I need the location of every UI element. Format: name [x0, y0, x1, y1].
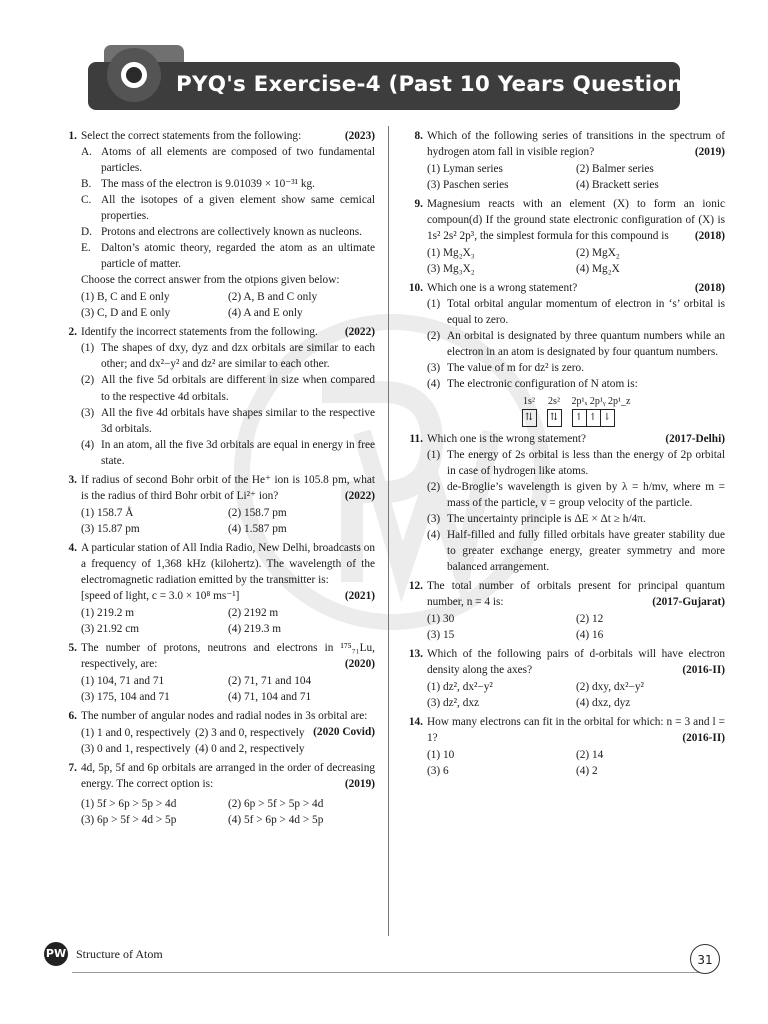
question-number: 9.	[414, 198, 423, 211]
question-11	[403, 431, 725, 577]
option-text[interactable]: The shapes of dxy, dyz and dzx orbitals are similar to each other; and dx²−y² and dz² are similar to each other.	[101, 342, 375, 371]
question-text: Which of the following series of transitions in the spectrum of hydrogen atom fall in visible region?	[427, 130, 725, 159]
question-year: (2019)	[694, 146, 725, 159]
option-text[interactable]: The uncertainty principle is ΔE × Δt ≥ h/4π.	[447, 512, 646, 525]
pw-logo-icon: PW	[44, 942, 68, 966]
answer-option[interactable]: (1) dz², dx²−y²	[427, 681, 493, 694]
question-14	[403, 714, 725, 781]
question-text: If radius of second Bohr orbit of the He⁺ ion is 105.8 pm, what is the radius of third Bohr orbit of Li²⁺ ion?	[81, 473, 375, 502]
statement-text: Dalton’s atomic theory, regarded the atom as an ultimate particle of matter.	[101, 242, 375, 271]
answer-option[interactable]: (2) 14	[576, 749, 604, 762]
question-text: The total number of orbitals present for principal quantum number, n = 4 is:	[427, 579, 725, 608]
answer-option[interactable]: (1) B, C and E only	[81, 291, 170, 304]
orbital-label: 1s²	[523, 395, 535, 407]
question-13	[403, 646, 725, 713]
option-text[interactable]: In an atom, all the five 3d orbitals are equal in energy in free state.	[101, 438, 375, 467]
question-7	[57, 760, 375, 830]
answer-option[interactable]: (1) 158.7 Å	[81, 506, 134, 519]
question-number: 4.	[68, 541, 77, 554]
orbital-box: ⇂	[602, 411, 612, 423]
option-text[interactable]: All the five 4d orbitals have shapes similar to the respective 3d orbitals.	[101, 406, 375, 435]
statement-label: C.	[81, 194, 92, 207]
answer-option[interactable]: (2) Balmer series	[576, 163, 654, 176]
statement-text: Protons and electrons are collectively known as nucleons.	[101, 226, 363, 239]
option-text[interactable]: The value of m for dz² is zero.	[447, 362, 585, 375]
question-number: 6.	[68, 710, 77, 723]
orbital-box: ⇅	[549, 411, 559, 423]
statement-text: All the isotopes of a given element show same cemical properties.	[101, 194, 375, 223]
statement-text: The mass of the electron is 9.01039 × 10⁻³¹ kg.	[101, 178, 315, 191]
answer-option[interactable]: (2) 2192 m	[228, 606, 279, 619]
option-text[interactable]: Half-filled and fully filled orbitals have greater stability due to greater exchange energy, greater symmetry and more balanced arrangement.	[447, 528, 725, 573]
answer-option[interactable]: (2) 3 and 0, respectively	[195, 727, 305, 740]
question-5	[57, 640, 375, 707]
answer-option[interactable]: (1) 219.2 m	[81, 606, 135, 619]
question-text: Select the correct statements from the following:	[81, 130, 302, 142]
left-column	[57, 128, 375, 831]
option-text[interactable]: The energy of 2s orbital is less than the energy of 2p orbital in case of hydrogen like atoms.	[447, 448, 725, 477]
answer-option[interactable]: (3) 21.92 cm	[81, 622, 140, 635]
answer-option[interactable]: (4) 219.3 m	[228, 622, 282, 635]
answer-option[interactable]: (4) 1.587 pm	[228, 522, 287, 535]
answer-option[interactable]: (2) 12	[576, 613, 604, 626]
question-year: (2023)	[344, 130, 375, 142]
answer-option[interactable]: (2) 71, 71 and 104	[228, 675, 312, 688]
question-3	[57, 472, 375, 539]
record-icon	[121, 62, 147, 88]
question-number: 8.	[414, 130, 423, 142]
question-2	[57, 324, 375, 470]
statement-label: E.	[81, 242, 91, 255]
column-divider	[388, 126, 389, 936]
question-6	[57, 708, 375, 759]
question-text: Identify the incorrect statements from the following.	[81, 326, 318, 339]
statement-label: D.	[81, 226, 92, 239]
question-text: 4d, 5p, 5f and 6p orbitals are arranged in the order of decreasing energy. The correct option is:	[81, 762, 375, 791]
question-text: Which one is a wrong statement?	[427, 282, 578, 295]
statement-label: B.	[81, 178, 92, 191]
answer-option[interactable]: (4) 0 and 2, respectively	[195, 743, 305, 756]
answer-option[interactable]: (1) 10	[427, 749, 455, 762]
question-number: 11.	[409, 432, 423, 445]
answer-option[interactable]: (3) 6p > 5f > 4d > 5p	[81, 814, 177, 827]
option-text[interactable]: de-Broglie’s wavelength is given by λ = h/mv, where m = mass of the particle, v = group velocity of the particle.	[447, 480, 725, 509]
orbital-box: ↿	[573, 410, 587, 426]
right-column	[403, 128, 725, 782]
answer-option[interactable]: (1) Lyman series	[427, 163, 503, 176]
statement-text: Atoms of all elements are composed of two fundamental particles.	[101, 146, 375, 175]
answer-option[interactable]: (2) 158.7 pm	[228, 506, 287, 519]
question-9	[403, 196, 725, 279]
question-text: The number of angular nodes and radial nodes in 3s orbital are:	[81, 710, 368, 723]
answer-option[interactable]: (3) 175, 104 and 71	[81, 691, 170, 704]
answer-option[interactable]: (2) 6p > 5f > 5p > 4d	[228, 798, 324, 811]
question-year: (2020 Covid)	[313, 726, 375, 739]
question-year: (2016-II)	[682, 664, 725, 677]
answer-option[interactable]: (4) Brackett series	[576, 179, 659, 192]
question-year: (2020)	[344, 658, 375, 670]
question-year: (2019)	[344, 778, 375, 791]
question-number: 7.	[68, 762, 77, 775]
page-title: PYQ's Exercise-4 (Past 10 Years Questions)	[176, 72, 706, 97]
question-number: 1.	[68, 130, 77, 142]
orbital-label: 2p¹ₓ 2p¹ᵧ 2p¹_z	[571, 395, 631, 407]
question-year: (2018)	[694, 230, 725, 243]
orbital-box: ↿	[587, 410, 601, 426]
question-text: The number of protons, neutrons and electrons in ¹⁷⁵₇₁Lu, respectively, are:	[81, 641, 375, 670]
option-label[interactable]: (2)	[81, 374, 95, 387]
question-year: (2017-Gujarat)	[652, 596, 725, 608]
option-label[interactable]: (1)	[427, 298, 441, 311]
option-label[interactable]: (1)	[427, 448, 441, 461]
question-text: Which one is the wrong statement?	[427, 432, 587, 445]
question-year: (2017-Delhi)	[665, 432, 725, 445]
question-year: (2018)	[694, 282, 725, 295]
option-label[interactable]: (3)	[81, 406, 95, 419]
answer-option[interactable]: (4) dxz, dyz	[576, 697, 631, 710]
question-number: 13.	[408, 648, 423, 661]
given-data: [speed of light, c = 3.0 × 10⁸ ms⁻¹]	[81, 589, 240, 602]
answer-option[interactable]: (4) 71, 104 and 71	[228, 691, 312, 704]
answer-option[interactable]: (4) 2	[576, 765, 598, 778]
question-number: 14.	[408, 716, 423, 729]
question-number: 5.	[68, 641, 77, 654]
option-label[interactable]: (3)	[427, 512, 441, 525]
answer-option[interactable]: (3) 0 and 1, respectively	[81, 743, 191, 756]
question-number: 12.	[408, 579, 423, 592]
question-text: Magnesium reacts with an element (X) to form an ionic compoun(d) If the ground state electronic configuration of (X) is 1s² 2s² 2p³, the simplest formula for this compound is	[427, 198, 725, 243]
orbital-box: ⇅	[524, 411, 534, 423]
answer-option[interactable]: (1) 5f > 6p > 5p > 4d	[81, 798, 177, 811]
answer-option[interactable]: (2) A, B and C only	[228, 291, 318, 304]
question-1	[57, 128, 375, 323]
question-text: Which of the following pairs of d-orbitals will have electron density along the axes?	[427, 648, 725, 677]
option-label[interactable]: (4)	[81, 438, 95, 451]
answer-option[interactable]: (3) Mg₃X₂	[427, 263, 475, 276]
answer-option[interactable]: (4) 5f > 6p > 4d > 5p	[228, 814, 324, 827]
question-year: (2016-II)	[682, 732, 725, 745]
question-text: How many electrons can fit in the orbital for which: n = 3 and l = 1?	[427, 716, 725, 745]
option-label[interactable]: (1)	[81, 342, 95, 355]
question-8	[403, 128, 725, 195]
option-label[interactable]: (4)	[427, 528, 441, 541]
question-year: (2022)	[344, 489, 375, 502]
answer-option[interactable]: (1) 30	[427, 613, 455, 626]
option-label[interactable]: (2)	[427, 330, 441, 343]
answer-option[interactable]: (1) 104, 71 and 71	[81, 675, 165, 688]
option-label[interactable]: (2)	[427, 480, 441, 493]
footer-chapter: Structure of Atom	[76, 947, 163, 961]
answer-option[interactable]: (3) Paschen series	[427, 179, 509, 192]
answer-option[interactable]: (1) Mg₂X₃	[427, 247, 475, 260]
answer-option[interactable]: (4) Mg₂X	[576, 263, 620, 276]
answer-option[interactable]: (1) 1 and 0, respectively	[81, 727, 191, 740]
option-text[interactable]: Total orbital angular momentum of electron in ‘s’ orbital is equal to zero.	[447, 298, 725, 327]
instruction-text: Choose the correct answer from the otpions given below:	[81, 274, 340, 287]
question-number: 10.	[408, 282, 423, 295]
option-text[interactable]: The electronic configuration of N atom is:	[447, 378, 638, 391]
question-year: (2022)	[344, 326, 375, 339]
page-number: 31	[690, 944, 720, 974]
question-number: 3.	[68, 473, 77, 486]
answer-option[interactable]: (4) A and E only	[228, 307, 303, 320]
question-12	[403, 578, 725, 645]
orbital-label: 2s²	[548, 395, 560, 407]
option-label[interactable]: (4)	[427, 378, 441, 391]
option-text[interactable]: An orbital is designated by three quantum numbers while an electron in an atom is designated by four quantum numbers.	[447, 330, 725, 359]
question-text: A particular station of All India Radio, New Delhi, broadcasts on a frequency of 1,368 kHz (kilohertz). The wavelength of the electromagnetic radiation emitted by the transmitter is:	[81, 541, 375, 586]
question-10	[403, 280, 725, 429]
option-label[interactable]: (3)	[427, 362, 441, 375]
answer-option[interactable]: (2) dxy, dx²−y²	[576, 681, 644, 694]
answer-option[interactable]: (3) 6	[427, 765, 449, 778]
answer-option[interactable]: (4) 16	[576, 629, 604, 642]
answer-option[interactable]: (3) 15.87 pm	[81, 522, 140, 535]
option-text[interactable]: All the five 5d orbitals are different in size when compared to the respective 4d orbitals.	[101, 374, 375, 403]
answer-option[interactable]: (2) MgX₂	[576, 247, 620, 260]
electron-configuration-diagram	[427, 395, 725, 427]
answer-option[interactable]: (3) 15	[427, 629, 455, 642]
answer-option[interactable]: (3) dz², dxz	[427, 697, 480, 710]
answer-option[interactable]: (3) C, D and E only	[81, 307, 171, 320]
question-4	[57, 540, 375, 639]
question-number: 2.	[68, 326, 77, 339]
footer-rule	[72, 972, 702, 973]
question-year: (2021)	[344, 589, 375, 602]
statement-label: A.	[81, 146, 92, 159]
